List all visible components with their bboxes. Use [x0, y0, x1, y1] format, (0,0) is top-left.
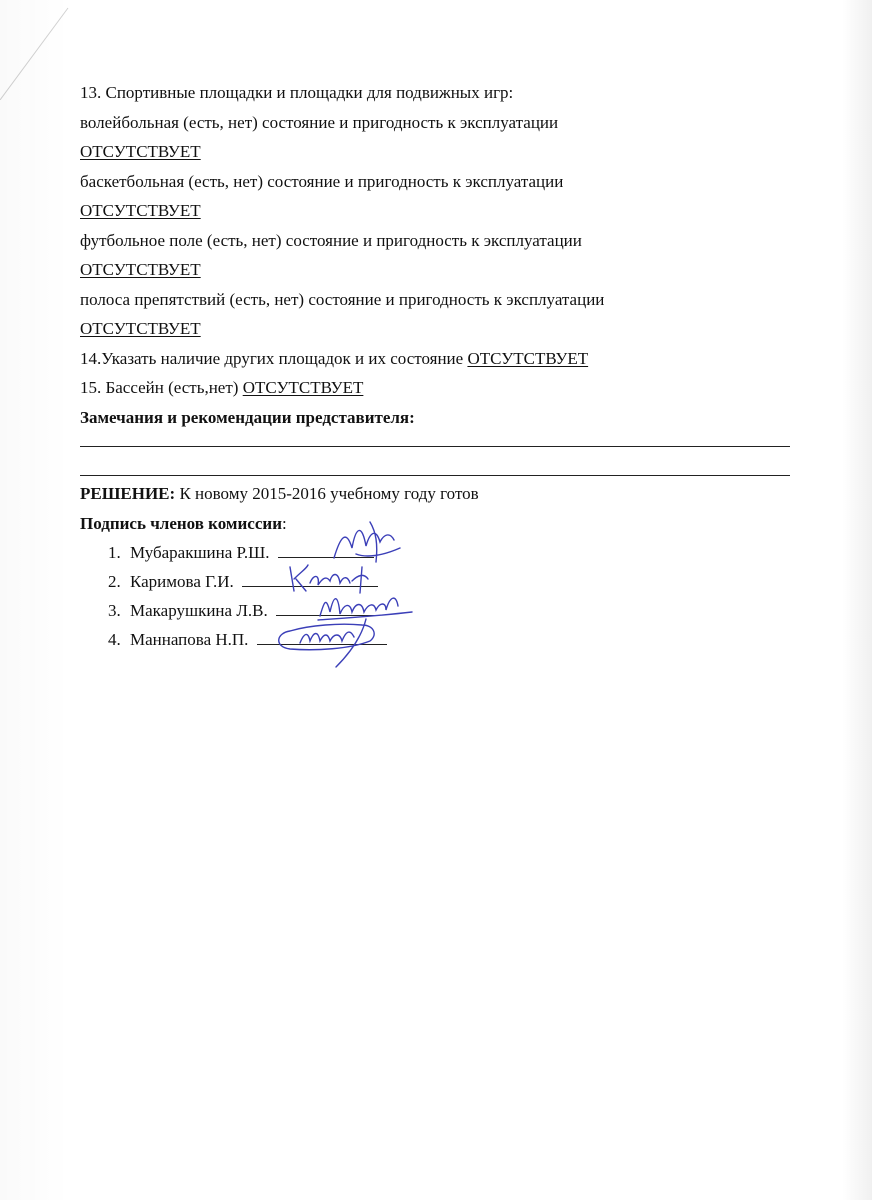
remarks-heading: Замечания и рекомендации представителя:: [80, 407, 415, 427]
signature-line: [276, 596, 378, 616]
sports-item-volleyball: [80, 108, 795, 167]
sports-item-answer: ОТСУТСТВУЕТ: [80, 319, 201, 338]
sports-item-question: волейбольная (есть, нет) состояние и пригодность к эксплуатации: [80, 112, 559, 132]
decision-label: РЕШЕНИЕ:: [80, 484, 176, 503]
signature-line: [257, 625, 387, 645]
signature-line: [242, 567, 378, 587]
sports-item-answer: ОТСУТСТВУЕТ: [80, 201, 201, 220]
document-body: [80, 78, 795, 654]
other-areas-answer: ОТСУТСТВУЕТ: [467, 348, 589, 368]
signature-number: 3.: [108, 601, 121, 620]
signature-line: [278, 538, 374, 558]
signatures-heading: [80, 509, 795, 539]
scan-shadow-left: [0, 0, 70, 1200]
scan-shadow-right: [842, 0, 872, 1200]
signature-row: [80, 596, 795, 625]
sports-item-obstacle-course: [80, 285, 795, 344]
sports-heading: 13. Спортивные площадки и площадки для подвижных игр:: [80, 83, 514, 102]
member-name: Макарушкина Л.В.: [130, 601, 272, 620]
remarks-blank-line-1: [80, 446, 790, 447]
signature-row: [80, 625, 795, 654]
signature-row: [80, 567, 795, 596]
pool-label: 15. Бассейн (есть,нет): [80, 378, 243, 397]
sports-item-answer: ОТСУТСТВУЕТ: [80, 142, 201, 161]
signature-number: 2.: [108, 572, 121, 591]
sports-item-basketball: [80, 167, 795, 226]
other-areas-row: [80, 344, 795, 374]
other-areas-label: 14.Указать наличие других площадок и их состояние: [80, 348, 468, 368]
signature-number: 4.: [108, 630, 121, 649]
signature-list: [80, 538, 795, 654]
decision-text: К новому 2015-2016 учебному году готов: [175, 484, 479, 503]
signature-number: 1.: [108, 543, 121, 562]
member-name: Мубаракшина Р.Ш.: [130, 543, 274, 562]
decision-row: [80, 479, 795, 509]
signatures-colon: :: [281, 513, 287, 533]
signature-row: [80, 538, 795, 567]
remarks-blank-line-2: [80, 475, 790, 476]
pool-row: [80, 373, 795, 403]
sports-item-question: полоса препятствий (есть, нет) состояние и пригодность к эксплуатации: [80, 289, 605, 309]
sports-item-question: баскетбольная (есть, нет) состояние и пригодность к эксплуатации: [80, 171, 564, 191]
sports-item-answer: ОТСУТСТВУЕТ: [80, 260, 201, 279]
sports-item-football: [80, 226, 795, 285]
member-name: Каримова Г.И.: [130, 572, 239, 591]
signatures-label: Подпись членов комиссии: [80, 513, 282, 533]
pool-answer: ОТСУТСТВУЕТ: [242, 378, 364, 397]
member-name: Маннапова Н.П.: [130, 630, 253, 649]
sports-item-question: футбольное поле (есть, нет) состояние и пригодность к эксплуатации: [80, 230, 582, 250]
